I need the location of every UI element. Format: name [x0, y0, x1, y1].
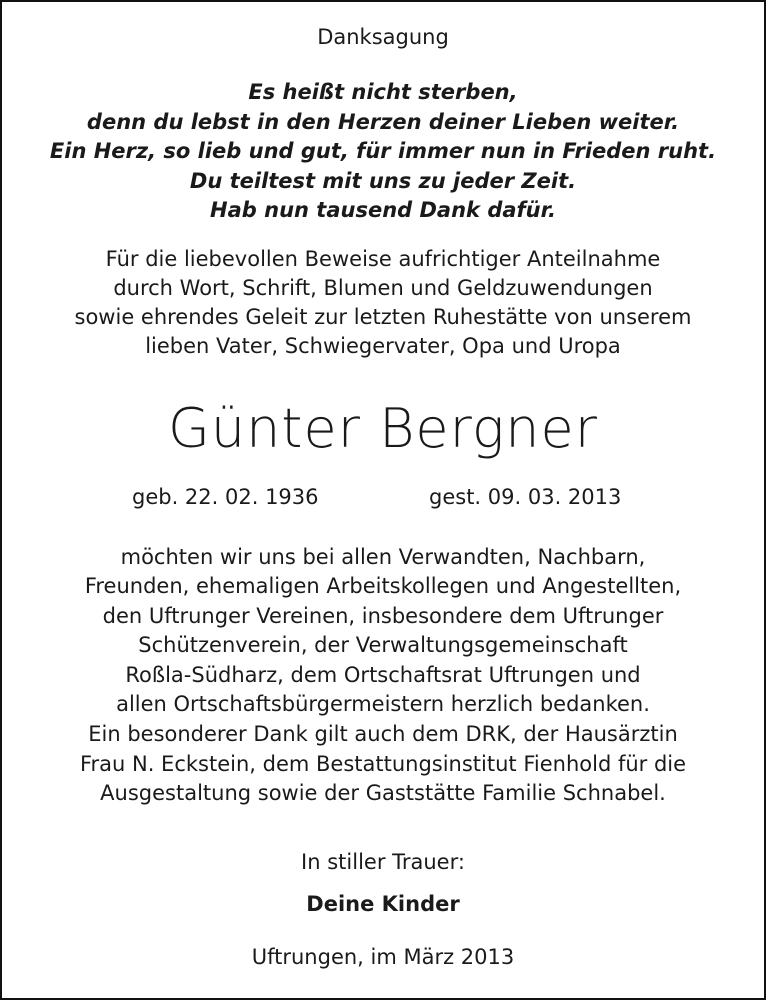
mourning-text: In stiller Trauer: [301, 850, 465, 874]
thanks-line: Roßla-Südharz, dem Ortschaftsrat Uftrungen und [125, 662, 641, 687]
signature [2, 890, 764, 918]
intro-paragraph [2, 245, 764, 361]
place-and-date [2, 943, 764, 971]
obituary-notice [2, 2, 764, 998]
verse-line: Du teiltest mit uns zu jeder Zeit. [189, 168, 577, 193]
heading-text: Danksagung [317, 25, 449, 49]
mourning-line [2, 848, 764, 876]
intro-line: sowie ehrendes Geleit zur letzten Ruhestätte von unserem [74, 305, 692, 329]
place-date-text: Uftrungen, im März 2013 [251, 945, 515, 969]
thanks-line: möchten wir uns bei allen Verwandten, Nachbarn, [120, 545, 646, 569]
intro-line: durch Wort, Schrift, Blumen und Geldzuwendungen [113, 276, 653, 300]
verse-line: Es heißt nicht sterben, [248, 80, 518, 104]
verse-line: Ein Herz, so lieb und gut, für immer nun in Frieden ruht. [49, 139, 717, 163]
memorial-verse [2, 78, 764, 226]
intro-line: Für die liebevollen Beweise aufrichtiger Anteilnahme [105, 247, 661, 271]
verse-line: denn du lebst in den Herzen deiner Lieben weiter. [86, 109, 680, 134]
special-thanks-line: Frau N. Eckstein, dem Bestattungsinstitut Fienhold für die [79, 751, 687, 776]
special-thanks-line: Ausgestaltung sowie der Gaststätte Familie Schnabel. [100, 781, 666, 805]
thanks-line: Schützenverein, der Verwaltungsgemeinschaft [138, 633, 628, 658]
thanks-line: Freunden, ehemaligen Arbeitskollegen und Angestellten, [84, 574, 682, 599]
signature-text: Deine Kinder [306, 892, 460, 916]
notice-heading [2, 23, 764, 51]
thanks-paragraph [2, 543, 764, 719]
birth-date: geb. 22. 02. 1936 [132, 485, 319, 509]
deceased-name [2, 394, 764, 464]
thanks-line: den Uftrunger Vereinen, insbesondere dem Uftrunger [102, 603, 664, 628]
verse-line: Hab nun tausend Dank dafür. [210, 198, 556, 222]
special-thanks-paragraph [2, 720, 764, 809]
intro-line: lieben Vater, Schwiegervater, Opa und Uropa [145, 334, 621, 358]
deceased-name-text: Günter Bergner [168, 397, 598, 460]
thanks-line: allen Ortschaftsbürgermeistern herzlich bedanken. [116, 692, 650, 717]
special-thanks-line: Ein besonderer Dank gilt auch dem DRK, der Hausärztin [88, 722, 678, 746]
death-date: gest. 09. 03. 2013 [429, 485, 622, 509]
